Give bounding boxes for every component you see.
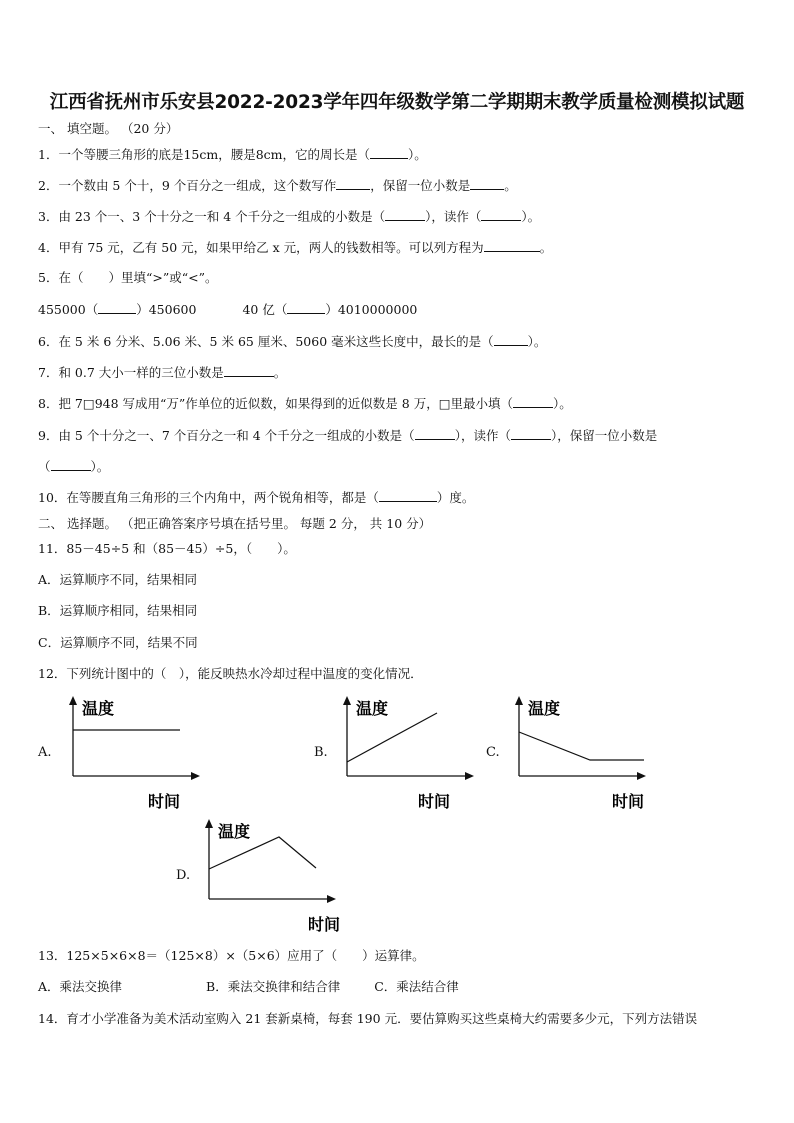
q1-text: 1．一个等腰三角形的底是15cm，腰是8cm，它的周长是（	[38, 147, 371, 162]
x-axis-label: 时间	[148, 792, 181, 811]
x-arrow-icon	[637, 772, 646, 780]
y-axis-label: 温度	[82, 699, 115, 718]
y-arrow-icon	[69, 696, 77, 705]
question-13: 13．125×5×6×8＝（125×8）×（5×6）应用了（ ）运算律。	[38, 948, 425, 963]
answer-blank[interactable]	[513, 395, 553, 408]
answer-blank[interactable]	[484, 239, 540, 252]
q6-text-end: ）。	[527, 334, 547, 349]
q2-text: 2．一个数由 5 个十，9 个百分之一组成，这个数写作	[38, 178, 337, 193]
q4-text: 4．甲有 75 元，乙有 50 元，如果甲给乙 x 元，两人的钱数相等。可以列方程为	[38, 240, 484, 255]
q13-option-c[interactable]: C．乘法结合律	[374, 979, 459, 994]
section-heading-choice: 二、 选择题。 （把正确答案序号填在括号里。 每题 2 分， 共 10 分）	[38, 516, 432, 531]
answer-blank[interactable]	[415, 427, 455, 440]
x-axis-label: 时间	[612, 792, 645, 811]
y-arrow-icon	[515, 696, 523, 705]
y-axis-label: 温度	[356, 699, 389, 718]
answer-blank[interactable]	[494, 333, 528, 346]
question-9	[38, 427, 657, 444]
line-chart-d	[196, 819, 356, 943]
q5a-left: 455000（	[38, 302, 99, 317]
answer-blank[interactable]	[51, 458, 91, 471]
answer-blank[interactable]	[287, 301, 325, 314]
q8-text: 8．把 7□948 写成用“万”作单位的近似数，如果得到的近似数是 8 万，□里最小填（	[38, 396, 514, 411]
y-axis-label: 温度	[218, 822, 251, 841]
line-chart-a	[60, 696, 210, 820]
option-letter-b[interactable]: B.	[314, 745, 328, 760]
x-arrow-icon	[465, 772, 474, 780]
q2-text-mid: ，保留一位小数是	[370, 178, 471, 193]
q3-text-mid: ），读作（	[425, 209, 482, 224]
answer-blank[interactable]	[511, 427, 551, 440]
y-arrow-icon	[205, 819, 213, 828]
answer-blank[interactable]	[370, 146, 408, 159]
question-10	[38, 489, 474, 506]
q10-text-end: ）度。	[436, 490, 475, 505]
question-14: 14．育才小学准备为美术活动室购入 21 套新桌椅，每套 190 元．要估算购买这些桌椅大约需要多少元，下列方法错误	[38, 1011, 698, 1026]
q5a-right: ）450600	[136, 302, 197, 317]
answer-blank[interactable]	[470, 177, 504, 190]
q5b-left: 40 亿（	[242, 302, 288, 317]
page-title: 江西省抚州市乐安县2022-2023学年四年级数学第二学期期末教学质量检测模拟试题	[49, 92, 745, 113]
answer-blank[interactable]	[336, 177, 370, 190]
option-letter-a[interactable]: A.	[38, 745, 52, 760]
answer-blank[interactable]	[385, 208, 425, 221]
q9b-open: （	[38, 459, 51, 474]
q7-text-end: 。	[273, 365, 287, 380]
q9-text-mid: ），读作（	[454, 428, 511, 443]
data-line	[209, 837, 316, 869]
question-12: 12．下列统计图中的（ ），能反映热水冷却过程中温度的变化情况．	[38, 666, 423, 681]
x-axis-label: 时间	[418, 792, 451, 811]
q4-text-end: 。	[539, 240, 553, 255]
y-arrow-icon	[343, 696, 351, 705]
question-11: 11．85－45÷5 和（85－45）÷5，（ ）。	[38, 541, 296, 556]
answer-blank[interactable]	[379, 489, 437, 502]
line-chart-c	[506, 696, 666, 820]
line-chart-b	[334, 696, 484, 820]
q9b-close: ）。	[90, 459, 110, 474]
x-axis-label: 时间	[308, 915, 341, 934]
q8-text-end: ）。	[553, 396, 572, 411]
q7-text: 7．和 0.7 大小一样的三位小数是	[38, 365, 224, 380]
q6-text: 6．在 5 米 6 分米、5.06 米、5 米 65 厘米、5060 毫米这些长度中，最长的是（	[38, 334, 494, 349]
q11-option-c[interactable]: C．运算顺序不同，结果不同	[38, 635, 198, 650]
q1-text-end: ）。	[408, 147, 427, 162]
x-arrow-icon	[327, 895, 336, 903]
question-4	[38, 239, 552, 256]
question-8	[38, 395, 572, 412]
data-line	[347, 713, 437, 762]
q13-options	[38, 979, 459, 995]
q13-option-b[interactable]: B．乘法交换律和结合律	[206, 979, 341, 994]
q10-text: 10．在等腰直角三角形的三个内角中，两个锐角相等，都是（	[38, 490, 379, 505]
answer-blank[interactable]	[481, 208, 521, 221]
question-5: 5．在（ ）里填“>”或“<”。	[38, 270, 218, 285]
q2-text-end: 。	[504, 178, 517, 193]
q9-text-end: ），保留一位小数是	[550, 428, 658, 443]
q11-option-a[interactable]: A．运算顺序不同，结果相同	[38, 572, 198, 587]
question-6	[38, 333, 546, 350]
x-arrow-icon	[191, 772, 200, 780]
option-letter-d[interactable]: D.	[176, 868, 191, 883]
q5b-right: ）4010000000	[325, 302, 418, 317]
section-heading-fill: 一、 填空题。 （20 分）	[38, 121, 179, 136]
question-3	[38, 208, 540, 225]
q3-text-end: ）。	[521, 209, 541, 224]
question-2	[38, 177, 517, 194]
question-9-continued	[38, 458, 109, 475]
q3-text: 3．由 23 个一、3 个十分之一和 4 个千分之一组成的小数是（	[38, 209, 386, 224]
q11-option-b[interactable]: B．运算顺序相同，结果相同	[38, 603, 198, 618]
answer-blank[interactable]	[224, 364, 274, 377]
question-1	[38, 146, 427, 163]
data-line	[519, 732, 644, 760]
question-5-items	[38, 301, 417, 318]
answer-blank[interactable]	[98, 301, 136, 314]
y-axis-label: 温度	[528, 699, 561, 718]
option-letter-c[interactable]: C.	[486, 745, 500, 760]
question-7	[38, 364, 286, 381]
q9-text: 9．由 5 个十分之一、7 个百分之一和 4 个千分之一组成的小数是（	[38, 428, 415, 443]
q13-option-a[interactable]: A．乘法交换律	[38, 979, 123, 994]
